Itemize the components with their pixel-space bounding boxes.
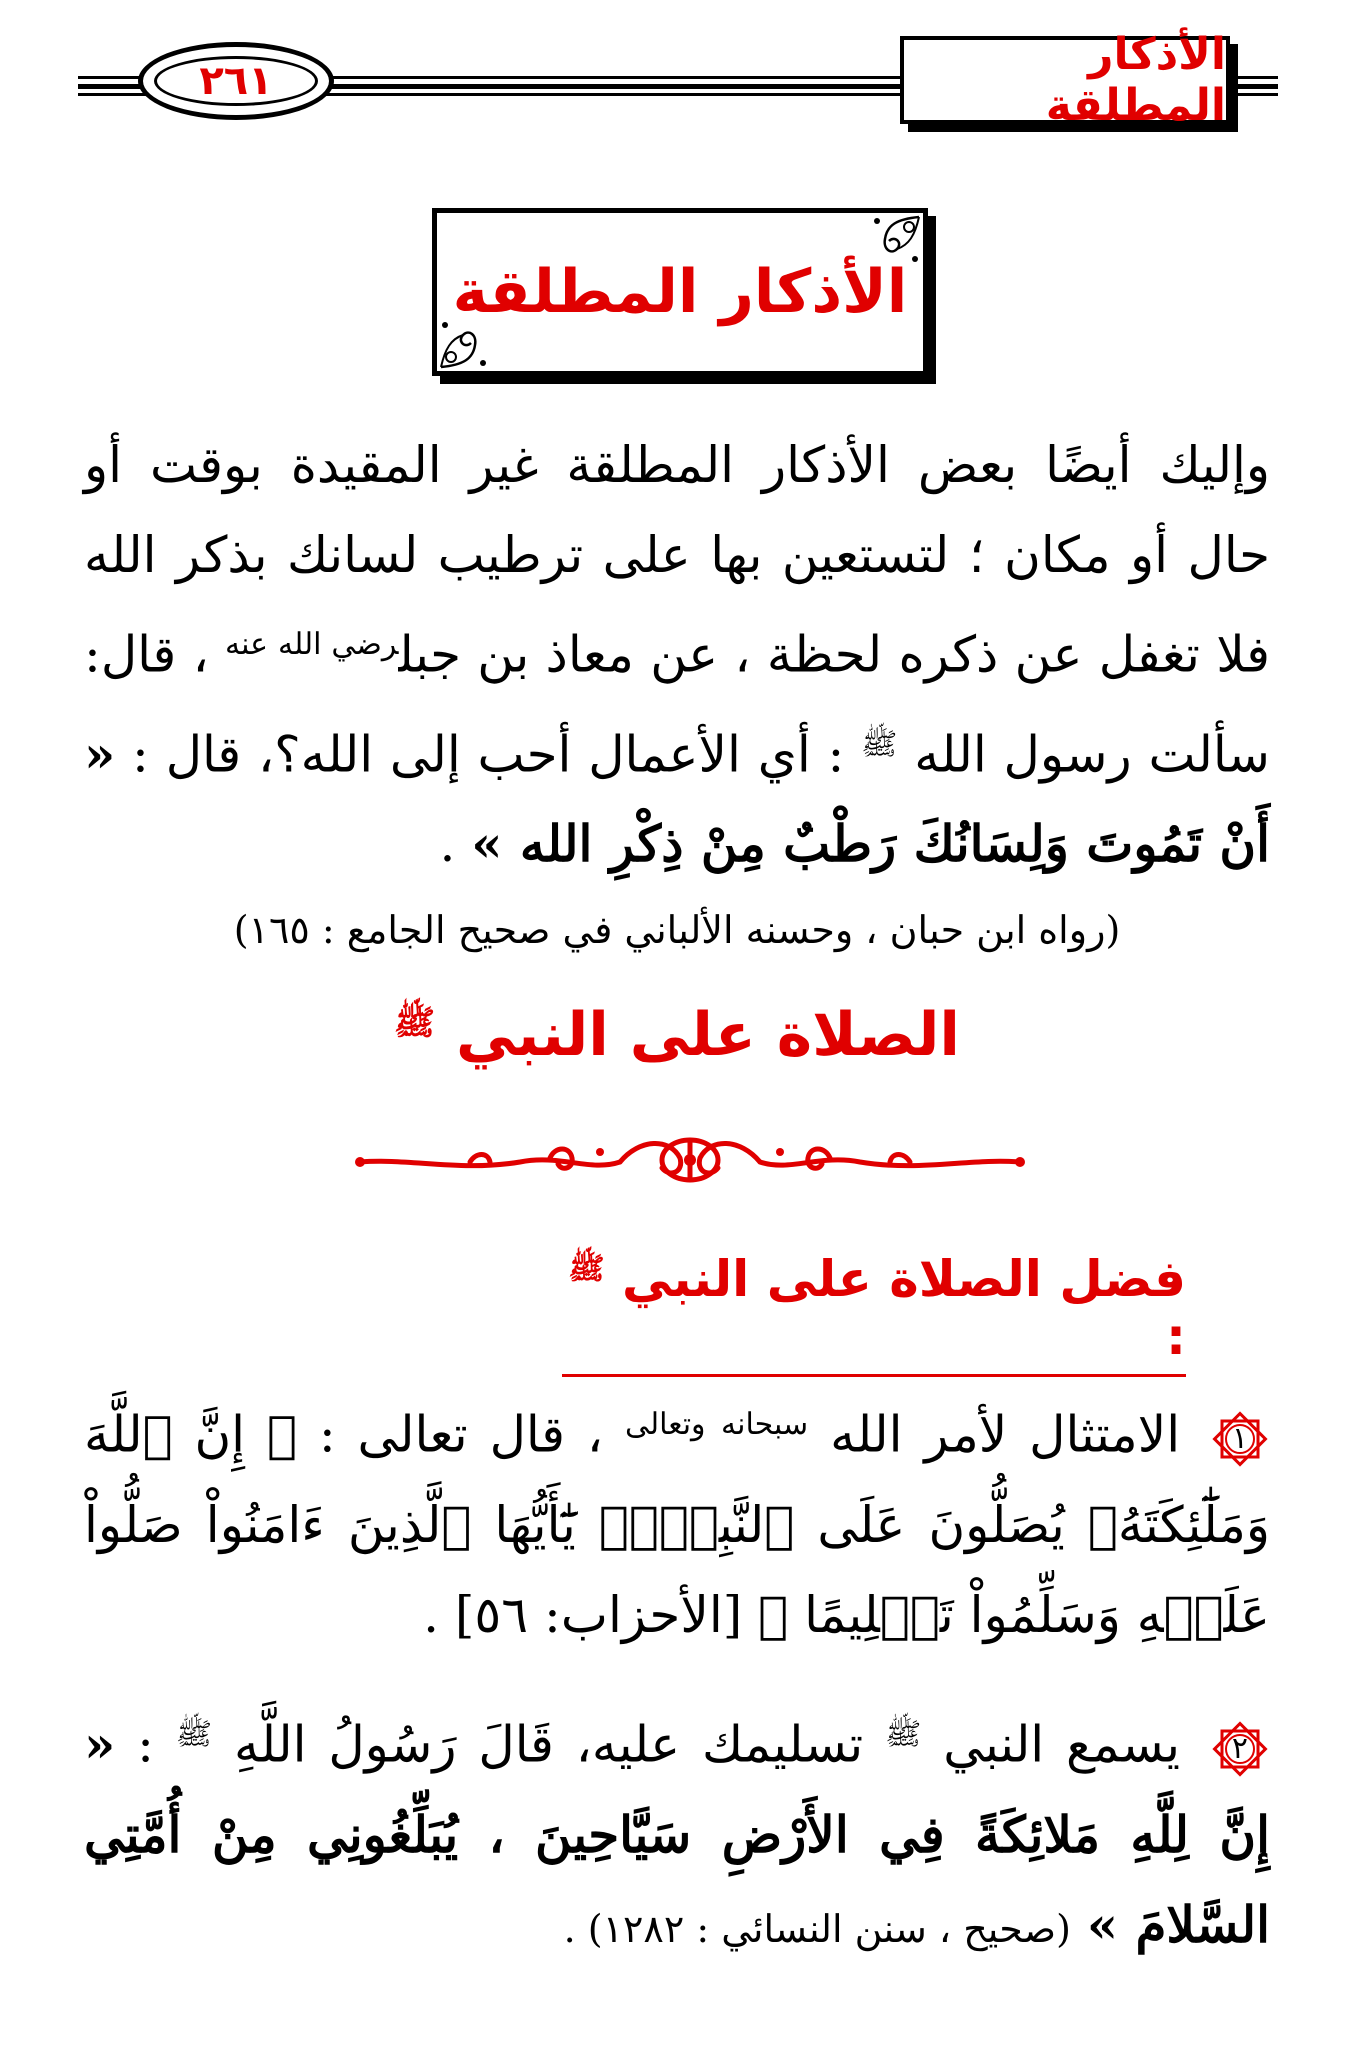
running-title-box (900, 29, 1230, 131)
number-badge (1210, 1409, 1270, 1469)
intro-text: ، قال: سألت رسول الله (84, 625, 1270, 784)
chapter-title-box (432, 208, 928, 376)
hadith-citation: (صحيح ، سنن النسائي : ١٢٨٢) . (563, 1906, 1071, 1951)
running-header (78, 29, 1278, 136)
subheading-colon: : (1166, 1308, 1186, 1366)
number-badge (1210, 1719, 1270, 1779)
reference-line: (رواه ابن حبان ، وحسنه الألباني في صحيح الجامع : ١٦٥) (233, 908, 1121, 952)
item-text: ، قال تعالى : (318, 1405, 604, 1464)
item-number: ١ (1231, 1420, 1249, 1456)
corner-flourish-icon (439, 305, 503, 369)
item-text: يسمع النبي (943, 1715, 1181, 1774)
honor-phrase: ﷺ (885, 1717, 922, 1752)
section-title: الصلاة على النبي (456, 1000, 960, 1070)
sentence-end: . (439, 815, 472, 874)
honor-phrase: ﷺ (568, 1251, 605, 1287)
subheading (562, 1250, 1186, 1366)
section-heading (84, 1000, 1270, 1070)
item-number: ٢ (1231, 1730, 1249, 1766)
subheading-title: فضل الصلاة على النبي (622, 1250, 1186, 1308)
hadith-text: « إِنَّ لِلَّهِ مَلائِكَةً فِي الأَرْضِ سَيَّاحِينَ ، يُبَلِّغُونِي مِنْ أُمَّتِي السَّلامَ » (84, 1714, 1270, 1954)
intro-paragraph (84, 420, 1270, 889)
list-item (84, 1380, 1270, 1660)
list-item (84, 1690, 1270, 1974)
intro-text: وإليك أيضًا بعض الأذكار المطلقة غير المقيدة بوقت أو حال أو مكان ؛ لتستعين بها على ترطيب لسانك بذكر الله فلا تغفل عن ذكره لحظة ، عن معاذ بن جبل (84, 436, 1270, 684)
item-text: تسليمك عليه، قَالَ رَسُولُ اللَّهِ (233, 1715, 864, 1774)
running-title: الأذكار المطلقة (1045, 29, 1226, 131)
ornament-divider-icon (350, 1128, 1030, 1188)
honor-phrase: رضي الله عنه (225, 627, 399, 662)
item-text: الامتثال لأمر الله (830, 1405, 1181, 1464)
honor-phrase: ﷺ (394, 1003, 436, 1043)
honor-phrase: ﷺ (861, 726, 898, 762)
quran-verse: ﴿ إِنَّ ٱللَّهَ وَمَلَٰٓئِكَتَهُۥ يُصَلُّونَ عَلَى ٱلنَّبِيِّۚ يَٰٓأَيُّهَا ٱلَّذِينَ ءَامَنُواْ صَلُّواْ عَلَيۡهِ وَسَلِّمُواْ تَسۡلِيمًا ﴾ (84, 1405, 1270, 1644)
honor-phrase: سبحانه وتعالى (624, 1407, 809, 1442)
subheading-underlined (562, 1250, 1186, 1377)
verse-citation: [الأحزاب: ٥٦] . (423, 1585, 743, 1644)
chapter-title: الأذكار المطلقة (452, 257, 908, 327)
intro-text: : أي الأعمال أحب إلى الله؟، قال : (132, 725, 845, 784)
page-number: ٢٦١ (199, 58, 273, 104)
item-text: : (137, 1715, 154, 1774)
corner-flourish-icon (857, 215, 921, 279)
honor-phrase: ﷺ (175, 1717, 213, 1752)
hadith-text: « أَنْ تَمُوتَ وَلِسَانُكَ رَطْبٌ مِنْ ذِكْرِ الله » (84, 724, 1270, 874)
page-number-oval (138, 42, 334, 120)
